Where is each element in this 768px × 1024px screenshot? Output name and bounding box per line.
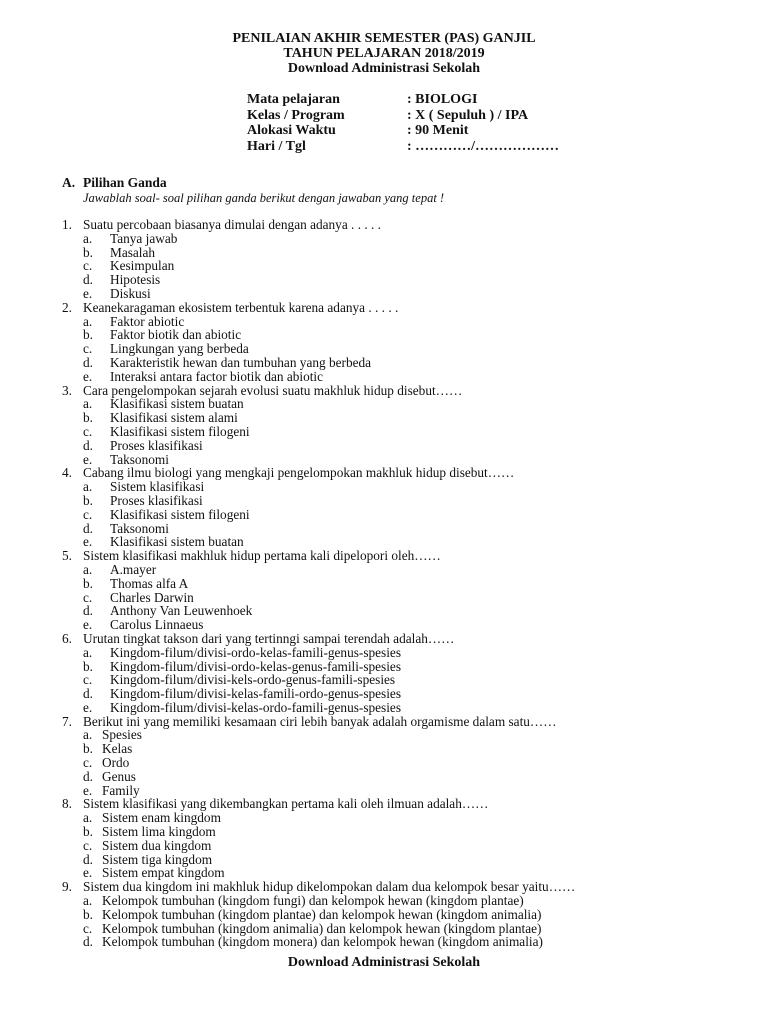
option-letter: a. [83,396,93,412]
option-letter: c. [83,920,93,936]
option-text: Kesimpulan [110,258,175,274]
option-letter: c. [83,423,93,439]
answer-option [62,618,742,632]
question-number: 2. [62,299,72,315]
meta-row-duration [247,123,559,139]
option-letter: a. [83,727,93,743]
answer-option [62,853,742,867]
option-text: Sistem enam kingdom [102,810,221,826]
option-letter: d. [83,603,93,619]
option-text: Kelompok tumbuhan (kingdom monera) dan kelompok hewan (kingdom animalia) [102,934,543,950]
question-number: 1. [62,217,72,232]
option-letter: a. [83,313,93,329]
option-text: Tanya jawab [110,230,178,246]
answer-option [62,784,742,798]
question-text: Urutan tingkat takson dari yang tertinngi sampai terendah adalah…… [83,630,455,646]
question-text: Sistem dua kingdom ini makhluk hidup dikelompokan dalam dua kelompok besar yaitu…… [83,879,576,895]
answer-option [62,232,742,246]
answer-option [62,908,742,922]
option-text: Interaksi antara factor biotik dan abiotic [110,368,324,384]
answer-option [62,494,742,508]
option-text: Proses klasifikasi [110,437,203,453]
option-text: Kelompok tumbuhan (kingdom animalia) dan kelompok hewan (kingdom plantae) [102,920,542,936]
meta-row-class [247,108,559,124]
question-text: Sistem klasifikasi yang dikembangkan pertama kali oleh ilmuan adalah…… [83,796,489,812]
answer-option [62,811,742,825]
answer-option [62,894,742,908]
meta-value: : 90 Menit [407,123,469,138]
option-text: Sistem dua kingdom [102,837,212,853]
option-text: Anthony Van Leuwenhoek [110,603,253,619]
option-letter: a. [83,644,93,660]
option-text: Kingdom-filum/divisi-kels-ordo-genus-famili-spesies [110,672,396,688]
answer-option [62,756,742,770]
option-letter: c. [83,589,93,605]
option-text: Taksonomi [110,520,169,536]
answer-option [62,646,742,660]
question-number: 7. [62,713,72,729]
answer-option [62,273,742,287]
option-letter: b. [83,824,93,840]
option-letter: b. [83,906,93,922]
answer-option [62,728,742,742]
option-letter: b. [83,327,93,343]
option-text: Kelompok tumbuhan (kingdom plantae) dan kelompok hewan (kingdom animalia) [102,906,542,922]
question-text: Keanekaragaman ekosistem terbentuk karena adanya . . . . . [83,299,399,315]
answer-option [62,425,742,439]
answer-option [62,411,742,425]
option-letter: e. [83,534,93,550]
option-text: Thomas alfa A [110,575,189,591]
section-letter: A. [62,175,76,190]
answer-option [62,508,742,522]
option-text: Karakteristik hewan dan tumbuhan yang berbeda [110,354,372,370]
option-text: Diskusi [110,285,151,301]
answer-option [62,825,742,839]
answer-option [62,315,742,329]
option-letter: c. [83,672,93,688]
question-text: Suatu percobaan biasanya dimulai dengan adanya . . . . . [83,217,381,232]
question-4 [62,466,742,480]
option-text: Carolus Linnaeus [110,617,204,633]
answer-option [62,866,742,880]
question-1 [62,218,742,232]
option-letter: e. [83,617,93,633]
answer-option [62,591,742,605]
answer-option [62,742,742,756]
option-letter: a. [83,893,93,909]
section-heading [62,176,167,190]
option-letter: b. [83,741,93,757]
section-instruction: Jawablah soal- soal pilihan ganda berikut dengan jawaban yang tepat ! [83,191,445,205]
question-9 [62,880,742,894]
question-2 [62,301,742,315]
question-number: 5. [62,548,72,564]
option-letter: e. [83,865,93,881]
option-letter: d. [83,851,93,867]
option-letter: a. [83,479,93,495]
question-number: 4. [62,465,72,481]
option-letter: d. [83,520,93,536]
meta-row-subject [247,92,559,108]
option-letter: a. [83,810,93,826]
option-text: Family [102,782,140,798]
answer-option [62,935,742,949]
meta-label: Kelas / Program [247,107,345,123]
question-5 [62,549,742,563]
question-7 [62,715,742,729]
header-site-name: Download Administrasi Sekolah [287,61,481,76]
option-text: Taksonomi [110,451,169,467]
answer-option [62,535,742,549]
option-text: Sistem lima kingdom [102,824,216,840]
option-text: Klasifikasi sistem buatan [110,534,244,550]
answer-option [62,356,742,370]
answer-option [62,839,742,853]
option-text: Sistem tiga kingdom [102,851,213,867]
option-text: A.mayer [110,561,157,577]
option-letter: a. [83,230,93,246]
academic-year: TAHUN PELAJARAN 2018/2019 [283,46,485,61]
answer-option [62,701,742,715]
option-letter: d. [83,272,93,288]
question-text: Berikut ini yang memiliki kesamaan ciri lebih banyak adalah orgamisme dalam satu…… [83,713,557,729]
answer-option [62,259,742,273]
option-text: Ordo [102,755,130,771]
question-8 [62,797,742,811]
option-letter: b. [83,492,93,508]
question-6 [62,632,742,646]
answer-option [62,563,742,577]
answer-option [62,342,742,356]
option-text: Kelompok tumbuhan (kingdom fungi) dan kelompok hewan (kingdom plantae) [102,893,524,909]
question-number: 9. [62,879,72,895]
option-letter: e. [83,782,93,798]
answer-option [62,577,742,591]
option-text: Kingdom-filum/divisi-ordo-kelas-famili-genus-spesies [110,644,401,660]
question-text: Sistem klasifikasi makhluk hidup pertama kali dipelopori oleh…… [83,548,441,564]
meta-value: : BIOLOGI [407,92,478,107]
answer-option [62,770,742,784]
option-letter: c. [83,755,93,771]
question-number: 8. [62,796,72,812]
option-text: Kingdom-filum/divisi-kelas-ordo-famili-genus-spesies [110,699,401,715]
option-text: Hipotesis [110,272,161,288]
option-letter: d. [83,354,93,370]
option-letter: b. [83,658,93,674]
option-text: Masalah [110,244,156,260]
question-list [62,218,742,949]
exam-title: PENILAIAN AKHIR SEMESTER (PAS) GANJIL [232,31,536,46]
question-text: Cara pengelompokan sejarah evolusi suatu makhluk hidup disebut…… [83,382,463,398]
option-letter: b. [83,244,93,260]
option-text: Charles Darwin [110,589,194,605]
option-letter: d. [83,768,93,784]
question-number: 3. [62,382,72,398]
option-text: Sistem empat kingdom [102,865,225,881]
option-text: Klasifikasi sistem filogeni [110,506,250,522]
option-letter: c. [83,258,93,274]
meta-label: Hari / Tgl [247,138,306,154]
answer-option [62,604,742,618]
question-number: 6. [62,630,72,646]
option-text: Sistem klasifikasi [110,479,205,495]
option-text: Proses klasifikasi [110,492,203,508]
answer-option [62,370,742,384]
option-letter: d. [83,437,93,453]
meta-value: : …………/……………… [407,138,560,154]
question-3 [62,384,742,398]
option-text: Spesies [102,727,142,743]
meta-label: Mata pelajaran [247,92,340,107]
option-letter: e. [83,451,93,467]
option-letter: b. [83,410,93,426]
footer-site-name: Download Administrasi Sekolah [287,955,481,970]
answer-option [62,439,742,453]
answer-option [62,660,742,674]
option-letter: a. [83,561,93,577]
answer-option [62,687,742,701]
option-text: Klasifikasi sistem alami [110,410,238,426]
option-text: Kingdom-filum/divisi-kelas-famili-ordo-genus-spesies [110,686,401,702]
answer-option [62,397,742,411]
option-letter: e. [83,285,93,301]
option-text: Lingkungan yang berbeda [110,341,249,357]
option-letter: c. [83,837,93,853]
meta-row-date [247,139,559,155]
answer-option [62,453,742,467]
answer-option [62,287,742,301]
option-letter: b. [83,575,93,591]
answer-option [62,480,742,494]
option-letter: e. [83,368,93,384]
option-letter: c. [83,506,93,522]
meta-label: Alokasi Waktu [247,123,336,138]
answer-option [62,522,742,536]
option-text: Kelas [102,741,133,757]
answer-option [62,673,742,687]
option-letter: e. [83,699,93,715]
option-text: Klasifikasi sistem filogeni [110,423,250,439]
section-title: Pilihan Ganda [83,175,167,190]
option-text: Faktor biotik dan abiotic [110,327,242,343]
option-letter: d. [83,934,93,950]
option-text: Faktor abiotic [110,313,185,329]
meta-value: : X ( Sepuluh ) / IPA [407,107,529,123]
question-text: Cabang ilmu biologi yang mengkaji pengelompokan makhluk hidup disebut…… [83,465,515,481]
option-text: Klasifikasi sistem buatan [110,396,244,412]
option-letter: d. [83,686,93,702]
answer-option [62,246,742,260]
option-letter: c. [83,341,93,357]
option-text: Genus [102,768,136,784]
exam-meta [247,92,559,154]
option-text: Kingdom-filum/divisi-ordo-kelas-genus-famili-spesies [110,658,401,674]
answer-option [62,328,742,342]
answer-option [62,922,742,936]
